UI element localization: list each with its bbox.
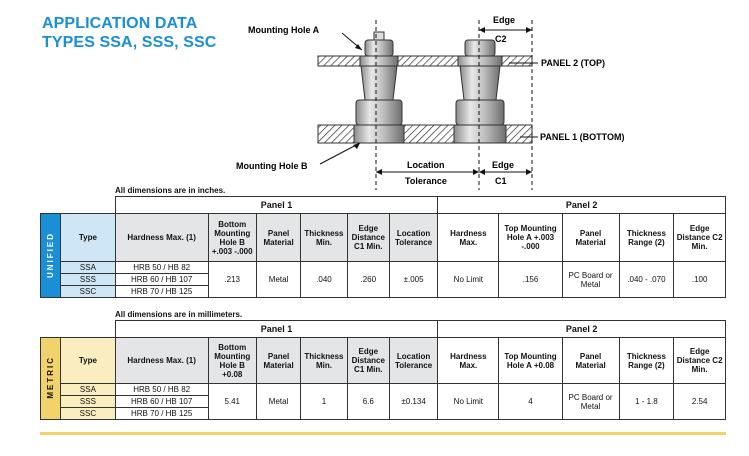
unified-p2-material-header: Panel Material [562, 214, 619, 262]
unified-hole-a-value: .156 [499, 262, 562, 298]
metric-side-label: METRIC [41, 338, 61, 420]
label-panel-2: PANEL 2 (TOP) [541, 58, 606, 68]
label-mounting-hole-a: Mounting Hole A [248, 25, 320, 35]
unified-edge-c2-value: .100 [674, 262, 726, 298]
metric-bottom-hole-header: Bottom Mounting Hole B +0.08 [208, 338, 256, 384]
title-line-2: TYPES SSA, SSS, SSC [42, 34, 217, 51]
unified-hole-b-value: .213 [208, 262, 256, 298]
unified-top-hole-header: Top Mounting Hole A +.003 -.000 [499, 214, 562, 262]
label-location: Location [407, 160, 445, 170]
metric-note: All dimensions are in millimeters. [115, 310, 243, 319]
label-c2: C2 [495, 34, 507, 44]
table-row-hardness: HRB 70 / HB 125 [115, 286, 208, 298]
panel-1-right [506, 125, 532, 143]
title-line-1: APPLICATION DATA [42, 15, 198, 32]
metric-thickness-range-header: Thickness Range (2) [619, 338, 674, 384]
bottom-accent-bar [40, 432, 726, 435]
unified-edge-c1-header: Edge Distance C1 Min. [347, 214, 389, 262]
metric-p2-hardness-header: Hardness Max. [438, 338, 499, 384]
table-row-hardness: HRB 70 / HB 125 [115, 408, 208, 420]
table-row-type: SSA [61, 384, 116, 396]
metric-location-header: Location Tolerance [389, 338, 437, 384]
table-row-hardness: HRB 50 / HB 82 [115, 262, 208, 274]
panel-1-left [318, 125, 354, 143]
metric-edge-c1-header: Edge Distance C1 Min. [347, 338, 389, 384]
panel-2-mid [396, 56, 458, 66]
unified-bottom-hole-header: Bottom Mounting Hole B +.003 -.000 [208, 214, 256, 262]
label-edge-bottom: Edge [492, 160, 515, 170]
unified-thickness-range-header: Thickness Range (2) [619, 214, 674, 262]
standoff-right [454, 40, 506, 143]
table-row-type: SSS [61, 274, 116, 286]
unified-panel-2-header: Panel 2 [438, 197, 726, 214]
unified-panel-1-header: Panel 1 [115, 197, 438, 214]
metric-edge-c2-value: 2.54 [674, 384, 726, 420]
label-panel-1: PANEL 1 (BOTTOM) [540, 132, 625, 142]
unified-p2-material-value: PC Board or Metal [562, 262, 619, 298]
metric-hole-a-value: 4 [499, 384, 562, 420]
metric-p2-hardness-value: No Limit [438, 384, 499, 420]
metric-material-value: Metal [256, 384, 300, 420]
metric-panel-2-header: Panel 2 [438, 321, 726, 338]
standoff-left [354, 32, 404, 143]
metric-table [40, 320, 726, 420]
table-row-hardness: HRB 60 / HB 107 [115, 396, 208, 408]
unified-edge-value: .260 [347, 262, 389, 298]
metric-thickness-value: 1 [301, 384, 348, 420]
label-c1: C1 [495, 176, 507, 186]
metric-material-header: Panel Material [256, 338, 300, 384]
metric-thickness-header: Thickness Min. [301, 338, 348, 384]
unified-table [40, 196, 726, 298]
table-row-hardness: HRB 60 / HB 107 [115, 274, 208, 286]
unified-p2-hardness-header: Hardness Max. [438, 214, 499, 262]
unified-location-header: Location Tolerance [389, 214, 437, 262]
unified-thickness-value: .040 [301, 262, 348, 298]
unified-side-label: UNIFIED [41, 214, 61, 298]
metric-p2-material-value: PC Board or Metal [562, 384, 619, 420]
table-row-type: SSA [61, 262, 116, 274]
table-row-type: SSC [61, 286, 116, 298]
metric-type-header: Type [61, 338, 116, 384]
metric-edge-value: 6.6 [347, 384, 389, 420]
metric-p2-material-header: Panel Material [562, 338, 619, 384]
label-edge-top: Edge [493, 15, 516, 25]
metric-hole-b-value: 5.41 [208, 384, 256, 420]
metric-edge-c2-header: Edge Distance C2 Min. [674, 338, 726, 384]
table-row-type: SSC [61, 408, 116, 420]
metric-thickness-range-value: 1 - 1.8 [619, 384, 674, 420]
unified-material-header: Panel Material [256, 214, 300, 262]
panel-2-right [502, 56, 532, 66]
metric-hardness-header: Hardness Max. (1) [115, 338, 208, 384]
label-mounting-hole-b: Mounting Hole B [236, 161, 308, 171]
metric-panel-1-header: Panel 1 [115, 321, 438, 338]
unified-material-value: Metal [256, 262, 300, 298]
table-row-hardness: HRB 50 / HB 82 [115, 384, 208, 396]
panel-1-mid [402, 125, 454, 143]
metric-tolerance-value: ±0.134 [389, 384, 437, 420]
unified-p2-hardness-value: No Limit [438, 262, 499, 298]
unified-note: All dimensions are in inches. [115, 186, 226, 195]
panel-2-left [318, 56, 360, 66]
unified-tolerance-value: ±.005 [389, 262, 437, 298]
unified-hardness-header: Hardness Max. (1) [115, 214, 208, 262]
unified-edge-c2-header: Edge Distance C2 Min. [674, 214, 726, 262]
unified-type-header: Type [61, 214, 116, 262]
fastener-diagram [0, 0, 749, 190]
unified-thickness-header: Thickness Min. [301, 214, 348, 262]
table-row-type: SSS [61, 396, 116, 408]
metric-top-hole-header: Top Mounting Hole A +0.08 [499, 338, 562, 384]
label-tolerance: Tolerance [405, 176, 447, 186]
unified-thickness-range-value: .040 - .070 [619, 262, 674, 298]
